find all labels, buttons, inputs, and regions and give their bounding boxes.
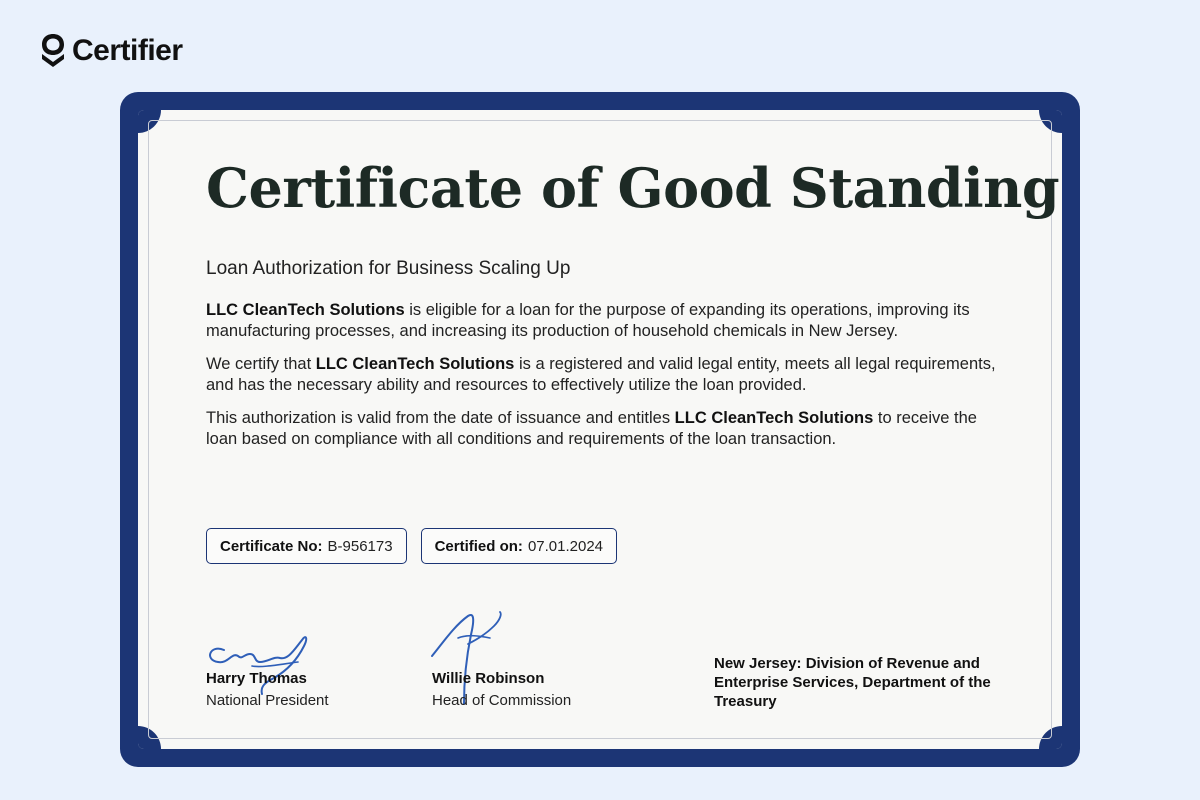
frame-corner	[1039, 110, 1062, 133]
frame-corner	[1039, 726, 1062, 749]
certificate-body	[206, 300, 1006, 462]
signatory-name: Harry Thomas	[206, 670, 307, 687]
body-paragraph-3: This authorization is valid from the date of issuance and entitles LLC CleanTech Solutions to receive the loan based on compliance with all conditions and requirements of the loan transaction.	[206, 409, 977, 448]
entity-name: LLC CleanTech Solutions	[315, 355, 515, 373]
entity-name: LLC CleanTech Solutions	[206, 301, 405, 319]
certificate-info-row	[206, 528, 617, 564]
body-paragraph-2: We certify that LLC CleanTech Solutions is a registered and valid legal entity, meets all legal requirements, and has the necessary ability and resources to effectively utilize the loan provided.	[206, 355, 996, 394]
certified-on-value: 07.01.2024	[527, 537, 604, 555]
frame-corner	[138, 726, 161, 749]
issuing-authority: New Jersey: Division of Revenue and Enterprise Services, Department of the Treasury	[714, 655, 991, 710]
frame-corner	[138, 110, 161, 133]
signature-drawing	[202, 620, 322, 700]
certificate-subtitle: Loan Authorization for Business Scaling Up	[206, 258, 571, 279]
signatory-role: Head of Commission	[432, 692, 572, 709]
certificate-frame	[120, 92, 1080, 767]
certificate-paper	[138, 110, 1062, 749]
certifier-logo-icon	[40, 32, 66, 70]
brand-name: Certifier	[72, 34, 183, 67]
brand-logo	[40, 32, 183, 70]
certified-on-box	[421, 528, 617, 564]
certificate-number-box	[206, 528, 407, 564]
certificate-number-label: Certificate No:	[220, 537, 323, 555]
certificate-number-value: B-956173	[327, 537, 393, 555]
signatory-name: Willie Robinson	[432, 670, 545, 687]
entity-name: LLC CleanTech Solutions	[674, 409, 874, 427]
body-paragraph-1: LLC CleanTech Solutions is eligible for a loan for the purpose of expanding its operations, improving its manufacturing processes, and increasing its production of household chemicals in New Jersey.	[206, 301, 970, 340]
certificate-title: Certificate of Good Standing	[206, 156, 1060, 220]
certified-on-label: Certified on:	[434, 537, 523, 555]
signatory-role: National President	[206, 692, 329, 709]
